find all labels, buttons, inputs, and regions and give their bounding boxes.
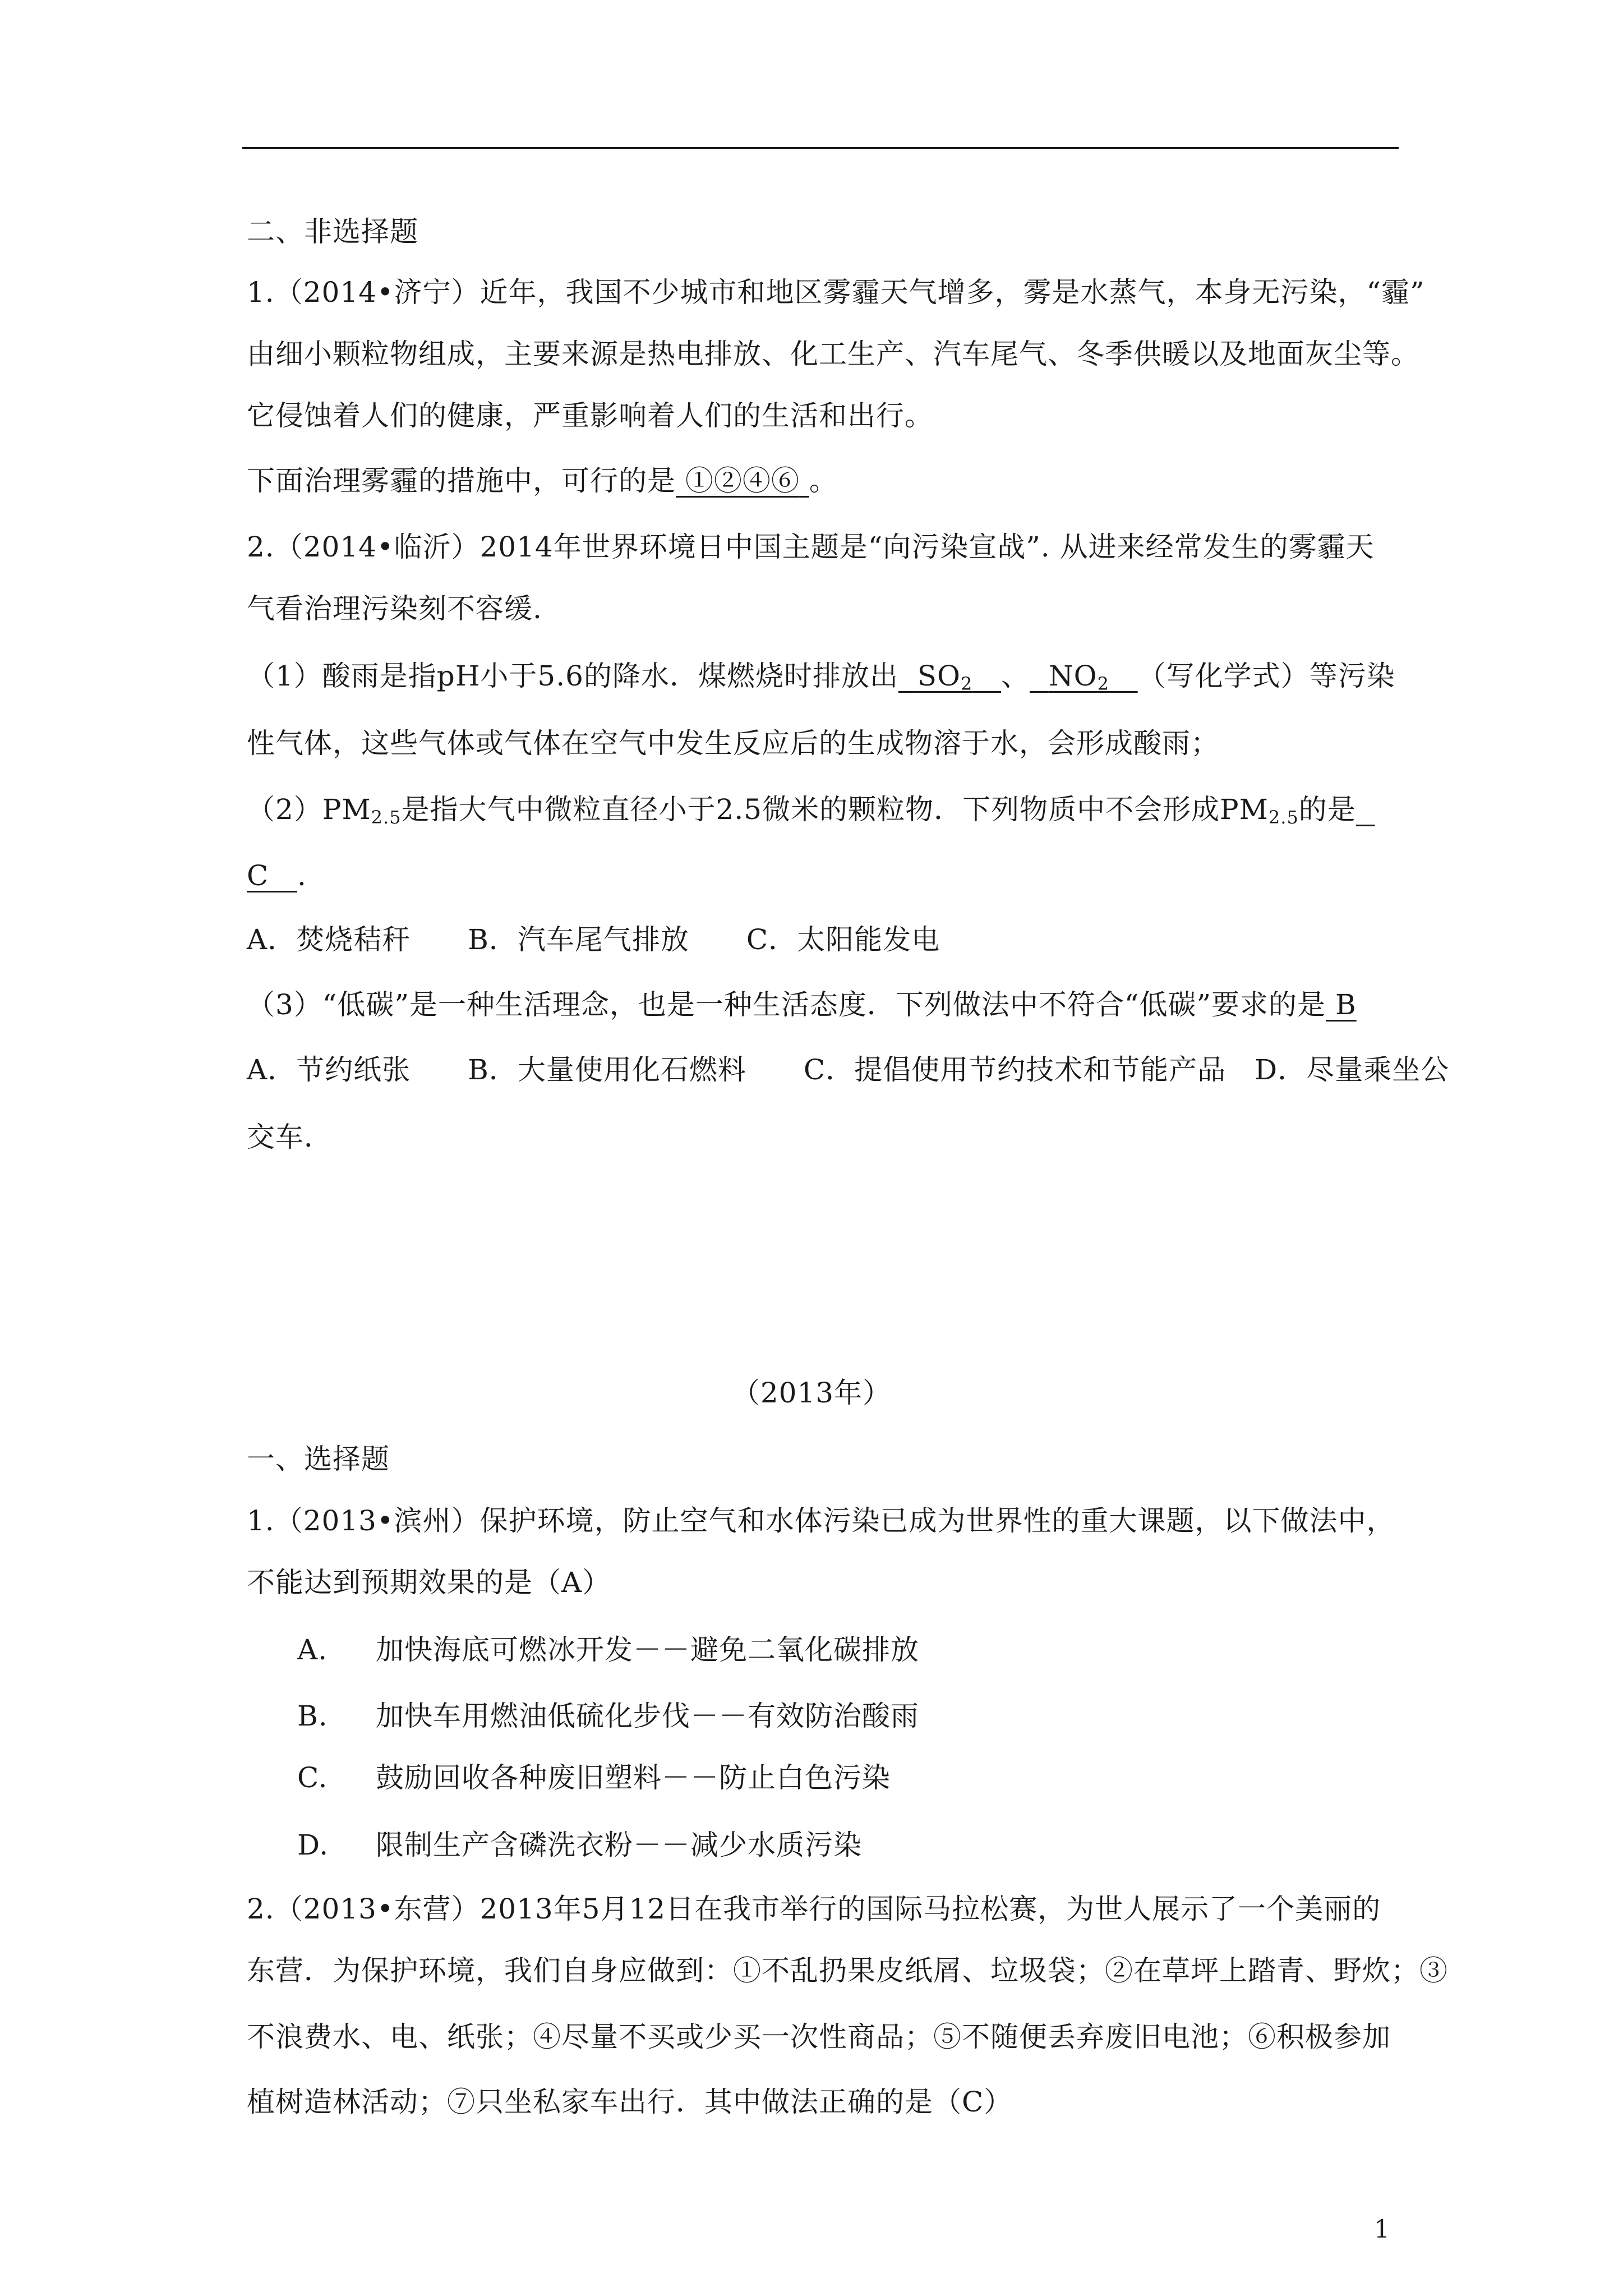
- q2-2014-part1: [247, 659, 1395, 693]
- q2-2014-line1: 2.（2014•临沂）2014年世界环境日中国主题是“向污染宣战”. 从进来经常发生的雾霾天: [247, 531, 1375, 563]
- q2-2014-part2-options: A．焚烧秸秆 B．汽车尾气排放 C．太阳能发电: [247, 923, 940, 956]
- q2-2013-line2: 东营．为保护环境，我们自身应做到：①不乱扔果皮纸屑、垃圾袋；②在草坪上踏青、野炊；③: [247, 1954, 1448, 1987]
- year-heading: （2013年）: [731, 1377, 892, 1409]
- q1-2014-line2: 由细小颗粒物组成，主要来源是热电排放、化工生产、汽车尾气、冬季供暖以及地面灰尘等。: [247, 338, 1419, 370]
- q2-2014-part1-sep: 、: [1001, 660, 1030, 692]
- q2-2014-part1-answer2: $NO_2$: [1048, 660, 1109, 694]
- q2-2013-line1: 2.（2013•东营）2013年5月12日在我市举行的国际马拉松赛，为世人展示了一个美丽的: [247, 1893, 1381, 1925]
- q2-2014-part1-line2: 性气体，这些气体或气体在空气中发生反应后的生成物溶于水，会形成酸雨；: [247, 727, 1219, 760]
- q2-2014-part3: （3）“低碳”是一种生活理念，也是一种生活态度．下列做法中不符合“低碳”要求的是 B: [247, 988, 1357, 1021]
- q1-2013-line1: 1.（2013•滨州）保护环境，防止空气和水体污染已成为世界性的重大课题，以下做法中，: [247, 1504, 1395, 1537]
- page-number: 1: [1374, 2215, 1390, 2244]
- q1-2014-line3: 它侵蚀着人们的健康，严重影响着人们的生活和出行。: [247, 399, 933, 432]
- q2-2014-part1-suffix: （写化学式）等污染: [1137, 660, 1395, 692]
- section-title-choice: 一、选择题: [247, 1443, 390, 1475]
- header-rule: [242, 147, 1399, 149]
- q1-2013-line2: 不能达到预期效果的是（A）: [247, 1566, 611, 1599]
- q2-2014-part2-answer-line: C .: [247, 859, 307, 892]
- q2-2014-part3-options-line2: 交车．: [247, 1121, 333, 1153]
- q1-2014-line4: [247, 463, 838, 498]
- q2-2014-part3-answer: B: [1335, 988, 1357, 1021]
- q2-2013-line4: 植树造林活动；⑦只坐私家车出行．其中做法正确的是（C）: [247, 2086, 1013, 2118]
- q1-2013-option-c: C. 鼓励回收各种废旧塑料－－防止白色污染: [297, 1761, 891, 1794]
- q1-2013-option-b: B. 加快车用燃油低硫化步伐－－有效防治酸雨: [297, 1700, 919, 1732]
- q2-2014-part2-answer: C: [247, 859, 269, 892]
- q1-2013-option-d: D. 限制生产含磷洗衣粉－－减少水质污染: [297, 1829, 862, 1861]
- section-title-nonchoice: 二、非选择题: [247, 215, 418, 248]
- q2-2014-part1-prefix: （1）酸雨是指pH小于5.6的降水．煤燃烧时排放出: [247, 660, 898, 692]
- q1-2014-line4-suffix: 。: [809, 464, 838, 497]
- q1-2014-line1: 1.（2014•济宁）近年，我国不少城市和地区雾霾天气增多，雾是水蒸气，本身无污染，“霾”: [247, 276, 1425, 309]
- q1-2014-line4-prefix: 下面治理雾霾的措施中，可行的是: [247, 464, 676, 497]
- q2-2014-line2: 气看治理污染刻不容缓.: [247, 592, 542, 625]
- q1-2014-answer: ①②④⑥: [685, 464, 800, 497]
- q2-2013-line3: 不浪费水、电、纸张；④尽量不买或少买一次性商品；⑤不随便丢弃废旧电池；⑥积极参加: [247, 2021, 1391, 2053]
- q1-2013-option-a: A. 加快海底可燃冰开发－－避免二氧化碳排放: [297, 1634, 919, 1666]
- q2-2014-part1-answer1: $SO_2$: [917, 660, 973, 694]
- q2-2014-part3-options: A．节约纸张 B．大量使用化石燃料 C．提倡使用节约技术和节能产品 D．尽量乘坐公: [247, 1053, 1450, 1086]
- q2-2014-part2: $(2)PM_{2.5}$是指大气中微粒直径小于2.5微米的颗粒物．下列物质中不会形成$PM_{2.5}$的是: [247, 793, 1356, 828]
